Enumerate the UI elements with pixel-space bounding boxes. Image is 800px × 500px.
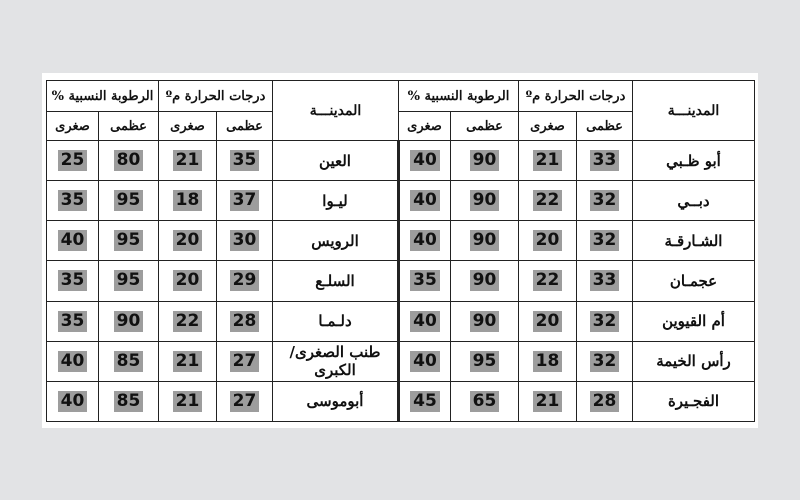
temp-min-cell xyxy=(519,181,577,221)
humidity-max-cell xyxy=(99,261,159,301)
humidity-min-value: 35 xyxy=(58,190,88,211)
temp-max-value: 27 xyxy=(230,391,260,412)
humidity-min-value: 40 xyxy=(410,311,440,332)
temp-min-value: 18 xyxy=(533,351,563,372)
table-row xyxy=(47,261,755,301)
humidity-min-value: 35 xyxy=(58,270,88,291)
humidity-min-value: 40 xyxy=(410,351,440,372)
temp-max-value: 32 xyxy=(590,311,620,332)
humidity-min-cell xyxy=(399,381,451,421)
temp-max-value: 29 xyxy=(230,270,260,291)
city-name: الشـارقـة xyxy=(633,221,755,261)
temp-max-header: عظمى xyxy=(217,112,273,141)
weather-sheet xyxy=(42,73,758,428)
humidity-max-cell xyxy=(99,381,159,421)
humidity-min-cell xyxy=(47,261,99,301)
temp-min-value: 21 xyxy=(533,150,563,171)
temp-max-value: 33 xyxy=(590,270,620,291)
humidity-min-value: 40 xyxy=(410,190,440,211)
temp-min-cell xyxy=(519,381,577,421)
temp-max-value: 32 xyxy=(590,190,620,211)
temp-max-cell xyxy=(217,181,273,221)
temp-min-cell xyxy=(519,261,577,301)
humidity-min-value: 25 xyxy=(58,150,88,171)
city-column-header: المدينـــة xyxy=(633,81,755,141)
city-name: عجمـان xyxy=(633,261,755,301)
humidity-group-header: الرطوبة النسبية % xyxy=(47,81,159,112)
temp-max-cell xyxy=(577,141,633,181)
humidity-max-cell xyxy=(99,341,159,381)
humidity-max-value: 90 xyxy=(470,270,500,291)
temp-min-value: 18 xyxy=(173,190,203,211)
humidity-min-cell xyxy=(47,341,99,381)
humidity-min-header: صغرى xyxy=(47,112,99,141)
temp-max-value: 30 xyxy=(230,230,260,251)
humidity-min-value: 45 xyxy=(410,391,440,412)
humidity-max-cell xyxy=(99,141,159,181)
city-name: ليـوا xyxy=(273,181,399,221)
temp-min-value: 21 xyxy=(173,351,203,372)
humidity-min-cell xyxy=(47,221,99,261)
city-name: دبــي xyxy=(633,181,755,221)
humidity-max-value: 90 xyxy=(470,230,500,251)
temp-max-value: 28 xyxy=(590,391,620,412)
temp-min-cell xyxy=(159,381,217,421)
temp-max-value: 27 xyxy=(230,351,260,372)
temp-max-header: عظمى xyxy=(577,112,633,141)
temp-min-value: 20 xyxy=(173,270,203,291)
humidity-max-header: عظمى xyxy=(451,112,519,141)
humidity-max-cell xyxy=(451,301,519,341)
temp-max-cell xyxy=(217,141,273,181)
humidity-min-cell xyxy=(47,181,99,221)
temp-max-cell xyxy=(577,341,633,381)
humidity-min-cell xyxy=(399,181,451,221)
table-body xyxy=(47,141,755,422)
humidity-min-cell xyxy=(47,141,99,181)
humidity-min-cell xyxy=(399,301,451,341)
humidity-min-cell xyxy=(399,141,451,181)
temp-min-value: 20 xyxy=(173,230,203,251)
city-column-header: المدينـــة xyxy=(273,81,399,141)
humidity-max-cell xyxy=(99,181,159,221)
temp-max-cell xyxy=(217,221,273,261)
humidity-min-value: 35 xyxy=(410,270,440,291)
temp-max-value: 35 xyxy=(230,150,260,171)
humidity-max-value: 85 xyxy=(114,351,144,372)
humidity-max-cell xyxy=(451,261,519,301)
temp-min-value: 21 xyxy=(533,391,563,412)
temp-min-value: 22 xyxy=(533,270,563,291)
temp-min-value: 20 xyxy=(533,311,563,332)
temperature-group-header: درجات الحرارة مº xyxy=(519,81,633,112)
temp-min-value: 22 xyxy=(533,190,563,211)
humidity-max-value: 90 xyxy=(114,311,144,332)
humidity-max-value: 65 xyxy=(470,391,500,412)
temp-min-header: صغرى xyxy=(159,112,217,141)
city-name: دلـمـا xyxy=(273,301,399,341)
table-row xyxy=(47,181,755,221)
humidity-max-cell xyxy=(99,301,159,341)
temp-max-cell xyxy=(577,381,633,421)
temp-min-value: 21 xyxy=(173,391,203,412)
temp-max-cell xyxy=(577,221,633,261)
humidity-max-value: 90 xyxy=(470,190,500,211)
city-name: أم القيوين xyxy=(633,301,755,341)
table-row xyxy=(47,341,755,381)
temp-min-cell xyxy=(159,261,217,301)
temp-max-cell xyxy=(217,261,273,301)
city-name: أبوموسى xyxy=(273,381,399,421)
city-name: الفجـيرة xyxy=(633,381,755,421)
city-name: الرويس xyxy=(273,221,399,261)
temp-max-cell xyxy=(577,301,633,341)
table-row xyxy=(47,381,755,421)
temp-min-cell xyxy=(159,221,217,261)
humidity-max-value: 95 xyxy=(114,230,144,251)
humidity-max-value: 90 xyxy=(470,311,500,332)
temp-min-cell xyxy=(159,341,217,381)
temp-max-cell xyxy=(217,341,273,381)
humidity-min-cell xyxy=(47,301,99,341)
temp-max-value: 32 xyxy=(590,351,620,372)
temp-max-cell xyxy=(577,261,633,301)
humidity-group-header: الرطوبة النسبية % xyxy=(399,81,519,112)
humidity-max-cell xyxy=(451,181,519,221)
temp-max-cell xyxy=(577,181,633,221)
humidity-max-value: 95 xyxy=(470,351,500,372)
humidity-max-cell xyxy=(451,381,519,421)
humidity-min-value: 40 xyxy=(410,230,440,251)
humidity-max-value: 95 xyxy=(114,270,144,291)
temp-min-value: 22 xyxy=(173,311,203,332)
temp-min-cell xyxy=(519,301,577,341)
temp-max-value: 32 xyxy=(590,230,620,251)
temperature-group-header: درجات الحرارة مº xyxy=(159,81,273,112)
humidity-max-cell xyxy=(451,221,519,261)
temp-max-cell xyxy=(217,381,273,421)
temp-min-header: صغرى xyxy=(519,112,577,141)
humidity-min-cell xyxy=(399,221,451,261)
humidity-max-value: 85 xyxy=(114,391,144,412)
humidity-min-value: 40 xyxy=(58,391,88,412)
city-name: رأس الخيمة xyxy=(633,341,755,381)
temp-max-value: 37 xyxy=(230,190,260,211)
city-name: طنب الصغرى/ الكبرى xyxy=(273,341,399,381)
temp-min-cell xyxy=(159,301,217,341)
temp-min-cell xyxy=(519,221,577,261)
humidity-max-cell xyxy=(451,141,519,181)
humidity-max-value: 90 xyxy=(470,150,500,171)
temp-min-cell xyxy=(519,141,577,181)
temp-min-value: 20 xyxy=(533,230,563,251)
humidity-max-cell xyxy=(99,221,159,261)
city-name: العين xyxy=(273,141,399,181)
temp-min-cell xyxy=(159,181,217,221)
humidity-min-value: 40 xyxy=(410,150,440,171)
humidity-max-header: عظمى xyxy=(99,112,159,141)
temp-min-value: 21 xyxy=(173,150,203,171)
humidity-min-value: 40 xyxy=(58,351,88,372)
humidity-min-cell xyxy=(399,261,451,301)
city-name: السلـع xyxy=(273,261,399,301)
humidity-min-cell xyxy=(47,381,99,421)
humidity-min-cell xyxy=(399,341,451,381)
humidity-min-value: 40 xyxy=(58,230,88,251)
temp-min-cell xyxy=(159,141,217,181)
city-name: أبو ظـبي xyxy=(633,141,755,181)
table-row xyxy=(47,221,755,261)
temp-max-value: 33 xyxy=(590,150,620,171)
humidity-max-cell xyxy=(451,341,519,381)
humidity-min-header: صغرى xyxy=(399,112,451,141)
humidity-max-value: 95 xyxy=(114,190,144,211)
temp-max-value: 28 xyxy=(230,311,260,332)
temp-max-cell xyxy=(217,301,273,341)
temp-min-cell xyxy=(519,341,577,381)
humidity-max-value: 80 xyxy=(114,150,144,171)
weather-table xyxy=(46,80,755,422)
table-row xyxy=(47,141,755,181)
table-row xyxy=(47,301,755,341)
humidity-min-value: 35 xyxy=(58,311,88,332)
